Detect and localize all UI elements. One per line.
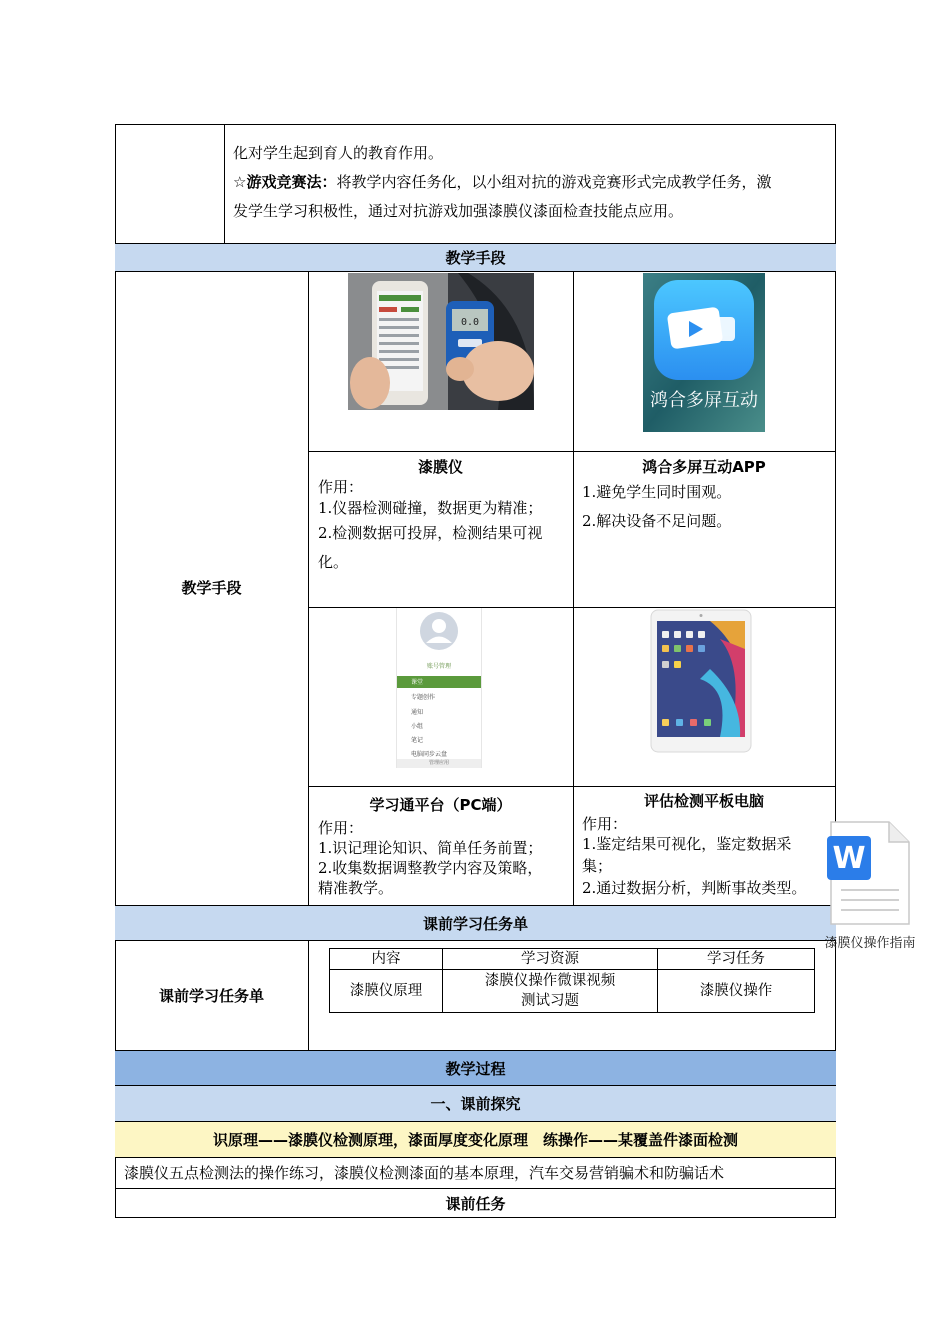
platform-menu-item-5[interactable]: 笔记 xyxy=(411,737,424,744)
means-item-1-line-3: 2.检测数据可投屏，检测结果可视 xyxy=(318,524,543,542)
word-document-attachment[interactable] xyxy=(815,816,925,951)
pre-task-table xyxy=(329,948,815,1013)
pre-task-divider xyxy=(308,941,309,1051)
platform-menu-item-6[interactable]: 电脑同步云盘 xyxy=(411,751,448,758)
word-doc-icon xyxy=(815,816,925,928)
cell-resource xyxy=(443,970,658,1013)
method-text-1: 将教学内容任务化，以小组对抗的游戏竞赛形式完成教学任务，激 xyxy=(336,173,772,191)
means-item-1-line-1: 作用： xyxy=(318,478,364,496)
means-item-2-title: 鸿合多屏互动APP xyxy=(642,458,766,476)
means-item-3-line-2: 1.识记理论知识、简单任务前置； xyxy=(318,839,543,857)
teaching-means-header: 教学手段 xyxy=(115,243,836,272)
means-item-1-line-4: 化。 xyxy=(318,553,349,571)
intro-line1: 化对学生起到育人的教育作用。 xyxy=(233,144,444,162)
attachment-label[interactable]: 漆膜仪操作指南 xyxy=(824,936,916,951)
means-item-4-line-4: 2.通过数据分析，判断事故类型。 xyxy=(582,879,807,897)
intro-divider xyxy=(224,124,225,243)
pre-class-task-heading: 课前任务 xyxy=(115,1189,836,1218)
platform-avatar-illustration xyxy=(397,608,481,768)
col-header-resource: 学习资源 xyxy=(443,949,658,970)
col-header-task: 学习任务 xyxy=(658,949,815,970)
pre-task-table-row xyxy=(330,970,815,1013)
pre-task-table-header-row xyxy=(330,949,815,970)
means-item-3-line-1: 作用： xyxy=(318,819,364,837)
platform-menu-footer[interactable]: 管理应用 xyxy=(397,759,481,768)
tablet-illustration xyxy=(650,609,752,753)
app-icon-caption: 鸿合多屏互动 xyxy=(650,390,758,411)
cell-resource-line-1: 漆膜仪操作微课视频 xyxy=(484,973,616,989)
means-item-4-line-1: 作用： xyxy=(582,815,628,833)
means-item-3-title: 学习通平台（PC端） xyxy=(369,796,512,814)
evaluation-tablet-image xyxy=(650,609,752,753)
cell-content: 漆膜仪原理 xyxy=(330,970,443,1013)
means-item-4-line-3: 集； xyxy=(582,857,613,875)
means-item-4-line-2: 1.鉴定结果可视化，鉴定数据采 xyxy=(582,835,792,853)
cell-task: 漆膜仪操作 xyxy=(658,970,815,1013)
platform-menu-item-4[interactable]: 小组 xyxy=(411,723,424,730)
platform-menu-item-2[interactable]: 专题创作 xyxy=(411,694,436,701)
platform-menu-item-active[interactable] xyxy=(397,676,481,688)
means-item-4-title: 评估检测平板电脑 xyxy=(643,792,764,810)
means-row-line-2 xyxy=(308,607,835,608)
learning-platform-screenshot xyxy=(396,608,482,768)
cell-resource-line-2: 测试习题 xyxy=(521,993,579,1009)
hh-multiscreen-app-image xyxy=(643,273,765,432)
col-header-content: 内容 xyxy=(330,949,443,970)
platform-menu-item-1[interactable]: 课堂 xyxy=(411,679,424,686)
means-item-1-title: 漆膜仪 xyxy=(417,458,463,476)
means-item-3-line-3: 2.收集数据调整教学内容及策略， xyxy=(318,859,543,877)
means-row-line-3 xyxy=(308,786,835,787)
coating-gauge-photo xyxy=(348,273,534,410)
means-row-line-1 xyxy=(308,451,835,452)
means-item-3-line-4: 精准教学。 xyxy=(318,879,394,897)
means-item-2-line-1: 1.避免学生同时围观。 xyxy=(582,483,732,501)
coating-gauge-illustration xyxy=(348,273,534,410)
teaching-process-header: 教学过程 xyxy=(115,1050,836,1086)
means-item-2-line-2: 2.解决设备不足问题。 xyxy=(582,512,732,530)
principle-practice-highlight: 识原理——漆膜仪检测原理，漆面厚度变化原理 练操作——某覆盖件漆面检测 xyxy=(115,1122,836,1158)
table-border-top xyxy=(115,124,835,125)
process-description: 漆膜仪五点检测法的操作练习，漆膜仪检测漆面的基本原理，汽车交易营销骗术和防骗话术 xyxy=(124,1164,725,1182)
intro-method-line xyxy=(233,168,833,197)
game-competition-method-label: ☆游戏竞赛法： xyxy=(233,173,337,191)
intro-method-line2: 发学生学习积极性，通过对抗游戏加强漆膜仪漆面检查技能点应用。 xyxy=(233,202,684,220)
platform-menu-title: 账号管理 xyxy=(426,663,451,670)
platform-menu-item-3[interactable]: 通知 xyxy=(411,709,424,716)
teaching-means-left-label: 教学手段 xyxy=(181,579,242,597)
means-item-1-line-2: 1.仪器检测碰撞，数据更为精准； xyxy=(318,499,543,517)
pre-task-left-label: 课前学习任务单 xyxy=(158,987,264,1005)
svg-text:0.0: 0.0 xyxy=(460,317,480,328)
section-pre-class-explore: 一、课前探究 xyxy=(115,1086,836,1122)
pre-task-header: 课前学习任务单 xyxy=(115,905,836,941)
svg-text:W: W xyxy=(832,841,866,876)
